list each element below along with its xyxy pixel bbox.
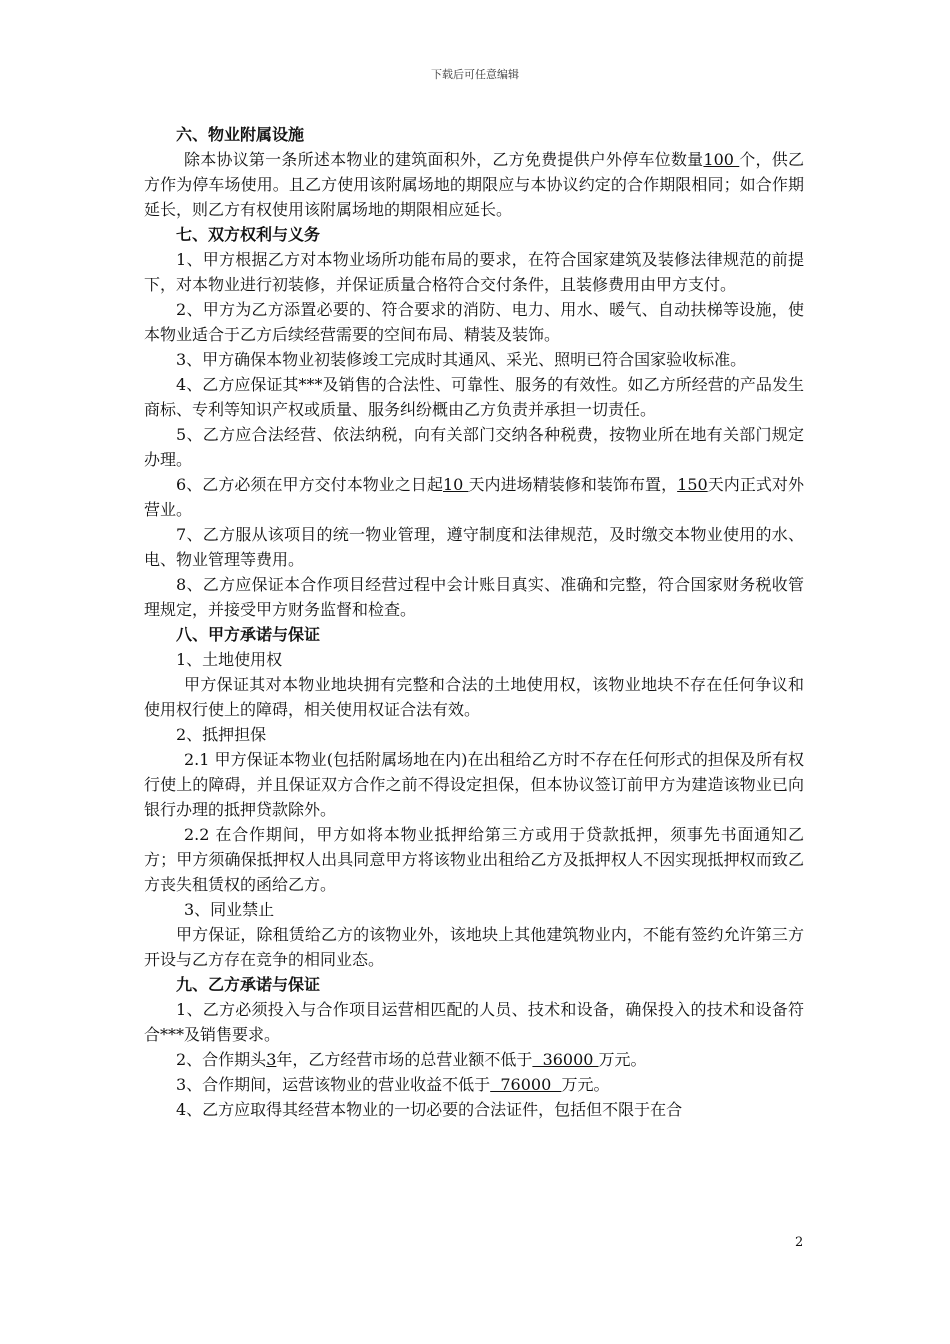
section-6-title: 六、物业附属设施 xyxy=(176,125,305,144)
section-6-paragraph: 除本协议第一条所述本物业的建筑面积外，乙方免费提供户外停车位数量100 个，供乙方作为停车场使用。且乙方使用该附属场地的期限应与本协议约定的合作期限相同；如合作期延长，则乙方有权使用该附属场地的期限相应延长。 xyxy=(144,150,804,219)
section-8-sub-3: 3、同业禁止 xyxy=(184,900,275,919)
opening-days: 150 xyxy=(677,475,708,494)
section-8-sub-1: 1、土地使用权 xyxy=(176,650,283,669)
page-number: 2 xyxy=(795,1235,804,1250)
section-8-sub-2: 2、抵押担保 xyxy=(176,725,267,744)
operating-income: 76000 xyxy=(490,1075,562,1094)
initial-years: 3 xyxy=(266,1050,277,1069)
section-9-item-4: 4、乙方应取得其经营本物业的一切必要的合法证件，包括但不限于在合 xyxy=(176,1100,683,1119)
section-7-item-5: 5、乙方应合法经营、依法纳税，向有关部门交纳各种税费，按物业所在地有关部门规定办理。 xyxy=(144,425,804,469)
section-8-title: 八、甲方承诺与保证 xyxy=(176,625,321,644)
section-7-title: 七、双方权利与义务 xyxy=(176,225,321,244)
fitout-days: 10 xyxy=(443,475,469,494)
section-7-item-7: 7、乙方服从该项目的统一物业管理，遵守制度和法律规范，及时缴交本物业使用的水、电、物业管理等费用。 xyxy=(144,525,804,569)
section-9-item-1: 1、乙方必须投入与合作项目运营相匹配的人员、技术和设备，确保投入的技术和设备符合***及销售要求。 xyxy=(144,1000,804,1044)
section-8-sub-2-paragraph-2: 2.2 在合作期间，甲方如将本物业抵押给第三方或用于贷款抵押，须事先书面通知乙方；甲方须确保抵押权人出具同意甲方将该物业出租给乙方及抵押权人不因实现抵押权而致乙方丧失租赁权的函给乙方。 xyxy=(144,825,804,894)
section-9-item-2: 2、合作期头3年，乙方经营市场的总营业额不低于 36000 万元。 xyxy=(176,1050,647,1069)
document-body xyxy=(144,122,804,1122)
parking-count: 100 xyxy=(703,150,740,169)
section-7-item-8: 8、乙方应保证本合作项目经营过程中会计账目真实、准确和完整，符合国家财务税收管理规定，并接受甲方财务监督和检查。 xyxy=(144,575,804,619)
section-7-item-3: 3、甲方确保本物业初装修竣工完成时其通风、采光、照明已符合国家验收标准。 xyxy=(176,350,747,369)
section-7-item-4: 4、乙方应保证其***及销售的合法性、可靠性、服务的有效性。如乙方所经营的产品发生商标、专利等知识产权或质量、服务纠纷概由乙方负责并承担一切责任。 xyxy=(144,375,804,419)
page-header: 下载后可任意编辑 xyxy=(431,68,519,81)
section-7-item-1: 1、甲方根据乙方对本物业场所功能布局的要求，在符合国家建筑及装修法律规范的前提下，对本物业进行初装修，并保证质量合格符合交付条件，且装修费用由甲方支付。 xyxy=(144,250,804,294)
section-7-item-6: 6、乙方必须在甲方交付本物业之日起10 天内进场精装修和装饰布置，150天内正式对外营业。 xyxy=(144,475,804,519)
section-9-title: 九、乙方承诺与保证 xyxy=(176,975,321,994)
section-8-sub-1-paragraph: 甲方保证其对本物业地块拥有完整和合法的土地使用权，该物业地块不存在任何争议和使用权行使上的障碍，相关使用权证合法有效。 xyxy=(144,675,804,719)
section-9-item-3: 3、合作期间，运营该物业的营业收益不低于 76000 万元。 xyxy=(176,1075,610,1094)
total-revenue: 36000 xyxy=(532,1050,599,1069)
section-8-sub-2-paragraph-1: 2.1 甲方保证本物业(包括附属场地在内)在出租给乙方时不存在任何形式的担保及所有权行使上的障碍，并且保证双方合作之前不得设定担保，但本协议签订前甲方为建造该物业已向银行办理的抵押贷款除外。 xyxy=(144,750,804,819)
section-8-sub-3-paragraph: 甲方保证，除租赁给乙方的该物业外，该地块上其他建筑物业内，不能有签约允许第三方开设与乙方存在竞争的相同业态。 xyxy=(144,925,804,969)
section-7-item-2: 2、甲方为乙方添置必要的、符合要求的消防、电力、用水、暖气、自动扶梯等设施，使本物业适合于乙方后续经营需要的空间布局、精装及装饰。 xyxy=(144,300,804,344)
